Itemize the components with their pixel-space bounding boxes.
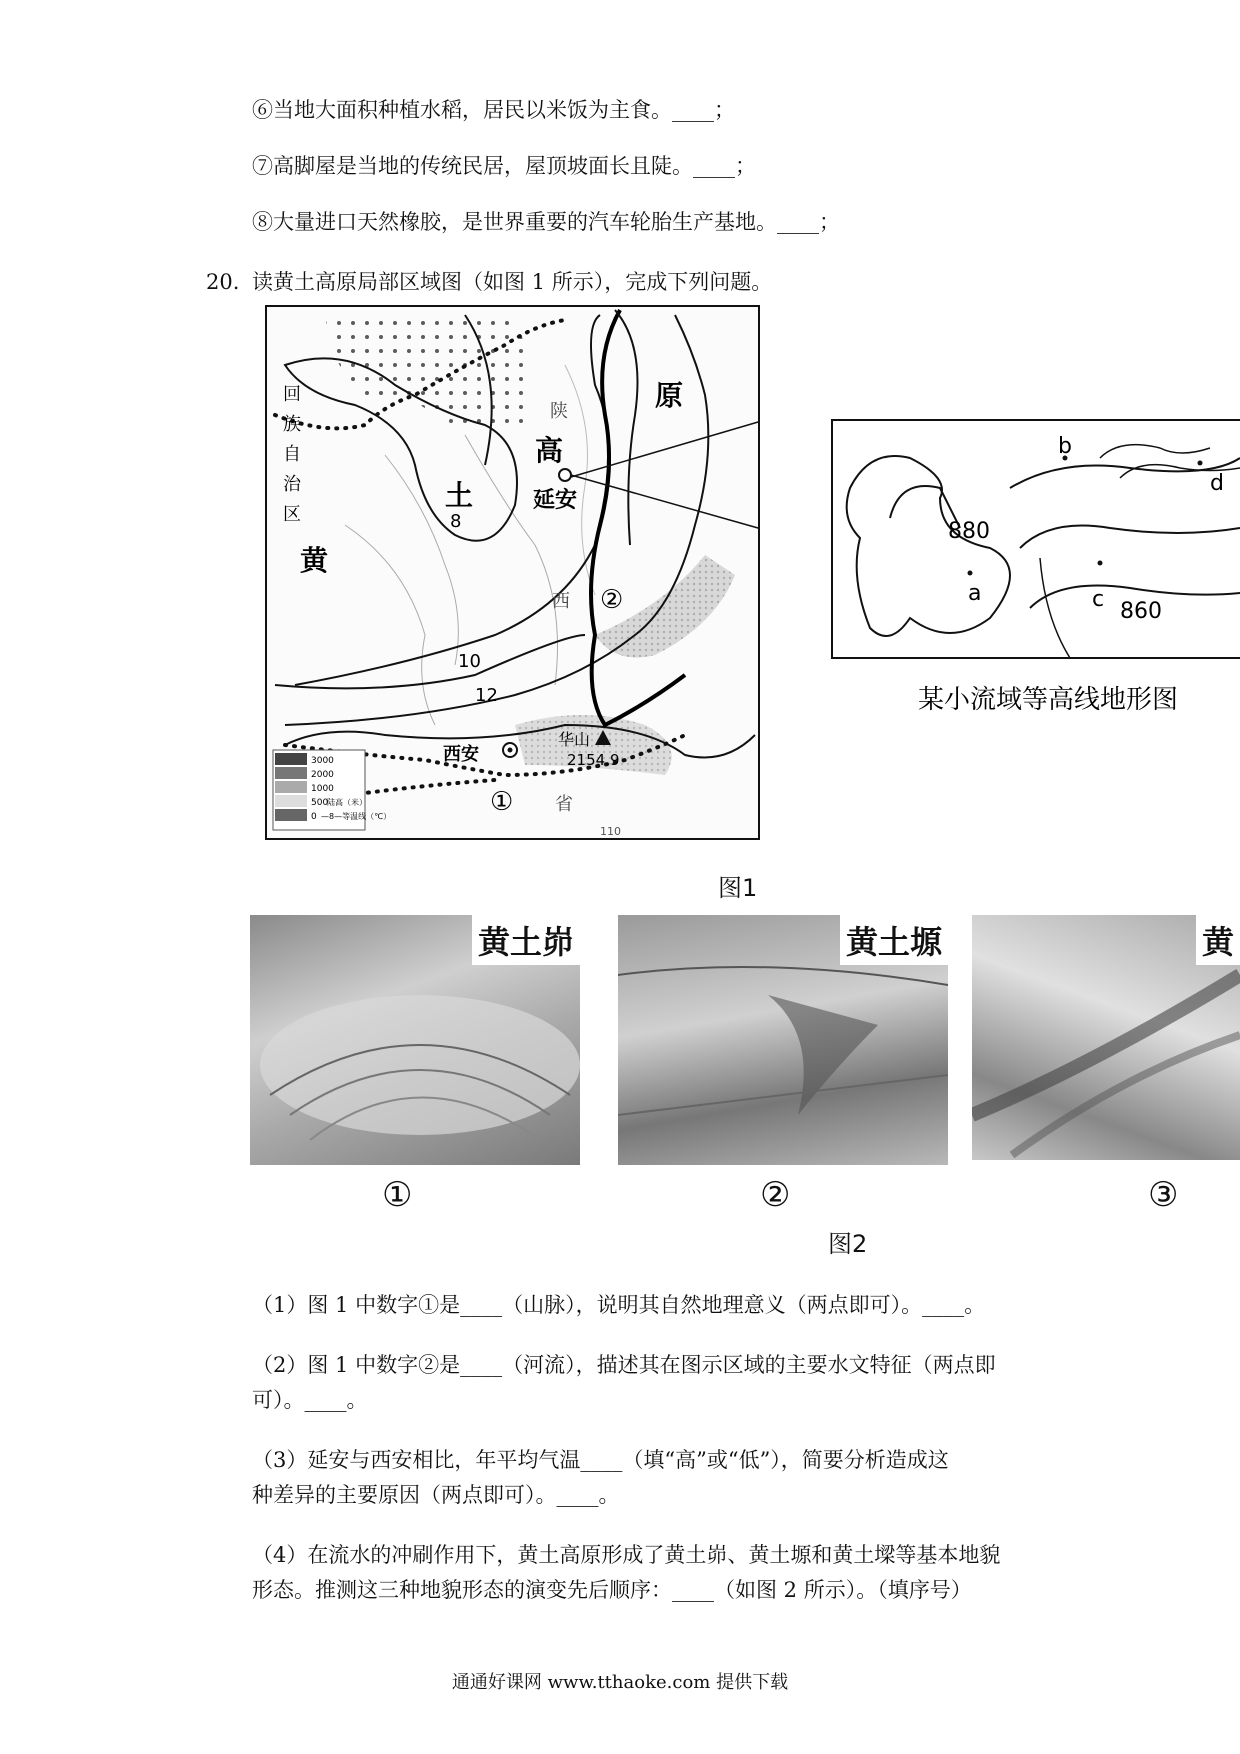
label-isotherm-10: 10 (458, 651, 481, 672)
subquestion-1: （1）图 1 中数字①是____（山脉），说明其自然地理意义（两点即可）。____。 (252, 1293, 986, 1317)
legend-2000: 2000 (311, 770, 334, 780)
label-shaan: 陕 (550, 401, 568, 422)
label-tu: 土 (445, 479, 474, 512)
subquestion-3-line1: （3）延安与西安相比，年平均气温____（填“高”或“低”），简要分析造成这 (252, 1448, 949, 1472)
photo-label-mao: 黄土峁 (472, 915, 580, 965)
item-6: ⑥当地大面积种植水稻，居民以米饭为主食。____； (252, 98, 735, 122)
label-longitude: 110 (600, 825, 621, 838)
photo-number-2: ② (760, 1175, 791, 1215)
subquestion-3-line2: 种差异的主要原因（两点即可）。____。 (252, 1483, 620, 1507)
inset-contour-860: 860 (1120, 599, 1162, 624)
page-footer: 通通好课网 www.tthaoke.com 提供下载 (451, 1672, 789, 1693)
legend-3000: 3000 (311, 756, 334, 766)
inset-point-a: a (968, 581, 982, 606)
figure1-caption: 图1 (718, 874, 758, 902)
label-gao: 高 (535, 434, 564, 467)
inset-point-c: c (1092, 587, 1105, 612)
loess-plateau-map (265, 305, 760, 840)
label-zi: 自 (283, 444, 301, 465)
photo-loess-tableland (618, 915, 948, 1165)
photo-label-yuan: 黄土塬 (840, 915, 948, 965)
label-mark-1: ① (490, 787, 514, 817)
contour-inset-map (830, 418, 1240, 718)
label-qu: 区 (283, 504, 301, 525)
legend-0: 0 (311, 812, 317, 822)
question-stem: 读黄土高原局部区域图（如图 1 所示），完成下列问题。 (252, 270, 773, 294)
label-sheng: 省 (555, 794, 573, 815)
label-yanan: 延安 (533, 488, 578, 513)
label-isotherm-12: 12 (475, 685, 498, 706)
label-zhi: 治 (283, 474, 301, 495)
label-zu: 族 (283, 414, 301, 435)
photo-number-1: ① (382, 1175, 413, 1215)
inset-point-b: b (1058, 434, 1072, 459)
question-number: 20. (206, 270, 240, 294)
item-8: ⑧大量进口天然橡胶，是世界重要的汽车轮胎生产基地。____； (252, 210, 840, 234)
item-7: ⑦高脚屋是当地的传统民居，屋顶坡面长且陡。____； (252, 154, 756, 178)
subquestion-4-line1: （4）在流水的冲刷作用下，黄土高原形成了黄土峁、黄土塬和黄土墚等基本地貌 (252, 1543, 1001, 1567)
legend-elevation-note: 陆高（米） (327, 798, 367, 807)
legend-1000: 1000 (311, 784, 334, 794)
inset-caption: 某小流域等高线地形图 (918, 685, 1179, 715)
photo-label-liang: 黄 (1196, 915, 1240, 965)
label-isotherm-8: 8 (450, 511, 462, 532)
inset-point-d: d (1210, 471, 1224, 496)
label-mark-2: ② (600, 585, 624, 615)
subquestion-2-line1: （2）图 1 中数字②是____（河流），描述其在图示区域的主要水文特征（两点即 (252, 1353, 996, 1377)
label-huang: 黄 (300, 544, 329, 577)
legend-500: 500 (311, 798, 329, 808)
photo-loess-ridge (972, 915, 1240, 1160)
label-yuan: 原 (655, 379, 684, 412)
subquestion-4-line2: 形态。推测这三种地貌形态的演变先后顺序：____（如图 2 所示）。（填序号） (252, 1578, 972, 1602)
label-xi: 西 (552, 591, 570, 612)
legend-isotherm-note: —8—等温线（℃） (321, 812, 392, 821)
figure2-caption: 图2 (828, 1230, 868, 1258)
label-huashan: 华山 (558, 730, 591, 749)
inset-contour-880: 880 (948, 519, 990, 544)
label-hui: 回 (283, 384, 301, 405)
label-xian: 西安 (443, 744, 479, 765)
photo-number-3: ③ (1148, 1175, 1179, 1215)
photo-loess-hill (250, 915, 580, 1165)
subquestion-2-line2: 可）。____。 (252, 1388, 368, 1412)
label-huashan-elevation: 2154.9 (567, 751, 620, 769)
